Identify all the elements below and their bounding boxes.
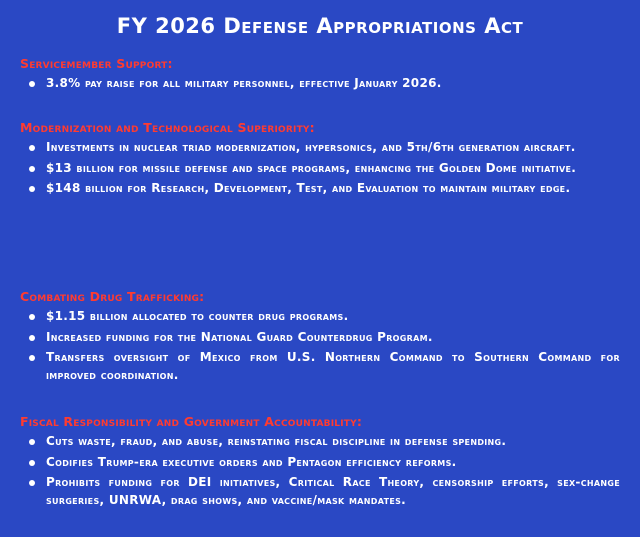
list-item-text: $148 billion for Research, Development, Test, and Evaluation to maintain military edge.: [46, 181, 571, 195]
bullet-icon: [29, 460, 35, 466]
section-modernization: [20, 120, 620, 201]
bullet-list: [20, 433, 620, 509]
section-drug-trafficking: [20, 289, 620, 387]
bullet-icon: [29, 81, 35, 87]
bullet-icon: [29, 166, 35, 172]
bullet-icon: [29, 439, 35, 445]
list-item-text: Cuts waste, fraud, and abuse, reinstating fiscal discipline in defense spending.: [46, 434, 507, 448]
section-fiscal-responsibility: [20, 414, 620, 512]
list-item: [20, 139, 620, 157]
list-item-text: 3.8% pay raise for all military personnel, effective January 2026.: [46, 76, 442, 90]
bullet-list: [20, 75, 620, 93]
bullet-icon: [29, 335, 35, 341]
bullet-icon: [29, 355, 35, 361]
list-item-text: Transfers oversight of Mexico from U.S. Northern Command to Southern Command for improved coordination.: [46, 350, 620, 382]
section-heading: Fiscal Responsibility and Government Accountability:: [20, 414, 363, 429]
section-heading: Modernization and Technological Superiority:: [20, 120, 315, 135]
bullet-icon: [29, 145, 35, 151]
bullet-list: [20, 139, 620, 198]
bullet-list: [20, 308, 620, 384]
list-item: [20, 454, 620, 472]
section-servicemember-support: [20, 56, 620, 96]
bullet-icon: [29, 186, 35, 192]
section-heading: Servicemember Support:: [20, 56, 173, 71]
list-item: [20, 160, 620, 178]
bullet-icon: [29, 480, 35, 486]
list-item: [20, 433, 620, 451]
list-item: [20, 308, 620, 326]
list-item: [20, 75, 620, 93]
section-heading: Combating Drug Trafficking:: [20, 289, 205, 304]
bullet-icon: [29, 314, 35, 320]
list-item: [20, 349, 620, 384]
list-item-text: Prohibits funding for DEI initiatives, Critical Race Theory, censorship efforts, sex-change surgeries, UNRWA, drag shows, and vaccine/mask mandates.: [46, 475, 620, 507]
list-item: [20, 329, 620, 347]
list-item: [20, 474, 620, 509]
list-item-text: Investments in nuclear triad modernization, hypersonics, and 5th/6th generation aircraft.: [46, 140, 576, 154]
list-item-text: Increased funding for the National Guard Counterdrug Program.: [46, 329, 433, 344]
list-item-text: Codifies Trump-era executive orders and Pentagon efficiency reforms.: [46, 454, 457, 469]
list-item-text: $1.15 billion allocated to counter drug programs.: [46, 309, 349, 323]
list-item: [20, 180, 620, 198]
page-title: FY 2026 Defense Appropriations Act: [116, 14, 524, 38]
list-item-text: $13 billion for missile defense and space programs, enhancing the Golden Dome initiative.: [46, 160, 577, 175]
